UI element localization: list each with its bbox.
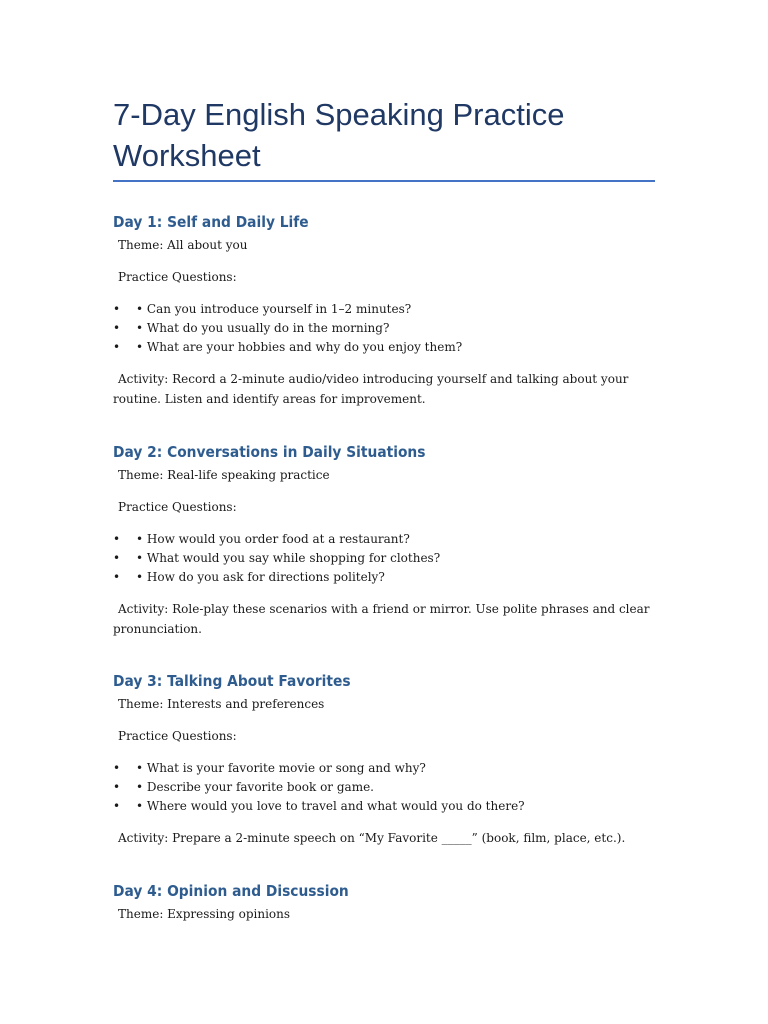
bullet-icon: • xyxy=(113,780,121,794)
day-2-activity: Activity: Role-play these scenarios with a friend or mirror. Use polite phrases and clear pronunciation. xyxy=(113,602,650,636)
list-item xyxy=(113,300,655,319)
page-title: 7-Day English Speaking Practice Worksheet xyxy=(113,97,565,173)
day-2-section xyxy=(113,442,655,651)
question-text: • Can you introduce yourself in 1–2 minutes? xyxy=(136,302,412,316)
day-1-theme: Theme: All about you xyxy=(118,238,248,252)
list-item xyxy=(113,338,655,357)
bullet-icon: • xyxy=(113,799,121,813)
day-3-heading: Day 3: Talking About Favorites xyxy=(113,672,351,690)
title-divider xyxy=(113,180,655,182)
question-text: • Where would you love to travel and what would you do there? xyxy=(136,799,525,813)
bullet-icon: • xyxy=(113,761,121,775)
list-item xyxy=(113,319,655,338)
day-2-heading: Day 2: Conversations in Daily Situations xyxy=(113,443,426,461)
day-1-section xyxy=(113,212,655,421)
day-1-question-list xyxy=(113,300,655,357)
question-text: • How do you ask for directions politely? xyxy=(136,570,385,584)
day-1-practice-label: Practice Questions: xyxy=(118,270,237,284)
bullet-icon: • xyxy=(113,340,121,354)
bullet-icon: • xyxy=(113,302,121,316)
list-item xyxy=(113,797,655,816)
bullet-icon: • xyxy=(113,532,121,546)
bullet-icon: • xyxy=(113,321,121,335)
list-item xyxy=(113,530,655,549)
question-text: • What is your favorite movie or song and why? xyxy=(136,761,426,775)
day-4-section xyxy=(113,881,655,924)
list-item xyxy=(113,759,655,778)
bullet-icon: • xyxy=(113,570,121,584)
day-3-practice-label: Practice Questions: xyxy=(118,729,237,743)
day-2-practice-label: Practice Questions: xyxy=(118,500,237,514)
day-3-question-list xyxy=(113,759,655,816)
day-3-activity: Activity: Prepare a 2-minute speech on “My Favorite _____” (book, film, place, etc.). xyxy=(118,831,626,845)
day-1-activity: Activity: Record a 2-minute audio/video introducing yourself and talking about your routine. Listen and identify areas for improvement. xyxy=(113,372,629,406)
question-text: • How would you order food at a restaurant? xyxy=(136,532,410,546)
question-text: • What do you usually do in the morning? xyxy=(136,321,390,335)
bullet-icon: • xyxy=(113,551,121,565)
question-text: • Describe your favorite book or game. xyxy=(136,780,374,794)
question-text: • What are your hobbies and why do you enjoy them? xyxy=(136,340,463,354)
day-3-section xyxy=(113,671,655,861)
question-text: • What would you say while shopping for clothes? xyxy=(136,551,441,565)
day-4-theme: Theme: Expressing opinions xyxy=(118,907,291,921)
day-3-theme: Theme: Interests and preferences xyxy=(118,697,325,711)
list-item xyxy=(113,778,655,797)
day-2-question-list xyxy=(113,530,655,587)
day-1-heading: Day 1: Self and Daily Life xyxy=(113,213,309,231)
day-4-heading: Day 4: Opinion and Discussion xyxy=(113,882,349,900)
list-item xyxy=(113,568,655,587)
day-2-theme: Theme: Real-life speaking practice xyxy=(118,468,330,482)
list-item xyxy=(113,549,655,568)
